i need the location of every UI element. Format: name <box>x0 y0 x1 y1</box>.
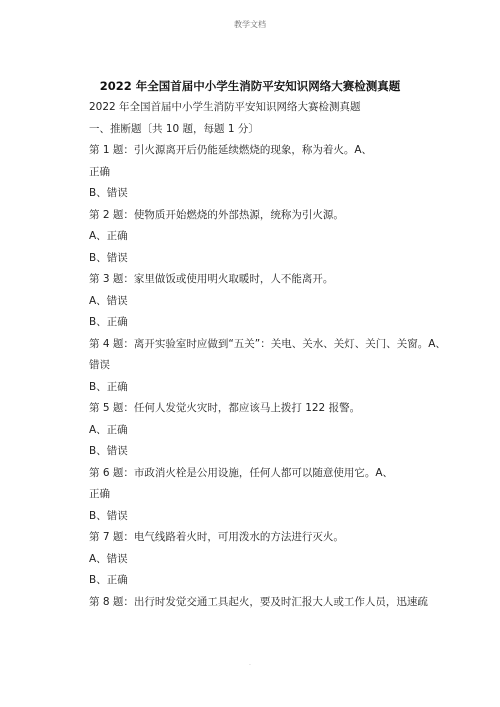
text-line: A、错误 <box>89 552 128 565</box>
text-line: 2022 年全国首届中小学生消防平安知识网络大赛检测真题 <box>89 101 361 113</box>
text-line: A、错误 <box>89 294 128 307</box>
text-line: 正确 <box>89 165 110 178</box>
text-line: 第 4 题：离开实验室时应做到“五关”：关电、关水、关灯、关门、关窗。A、 <box>89 337 446 350</box>
text-line: B、正确 <box>89 316 128 328</box>
text-line: 第 6 题：市政消火栓是公用设施，任何人都可以随意使用它。A、 <box>89 466 394 479</box>
text-line: 第 5 题：任何人发觉火灾时，都应该马上拨打 122 报警。 <box>89 402 361 414</box>
text-line: B、错误 <box>89 509 128 522</box>
text-line: 第 3 题：家里做饭或使用明火取暖时，人不能离开。 <box>89 273 334 285</box>
text-line: 第 7 题：电气线路着火时，可用泼水的方法进行灭火。 <box>89 531 344 543</box>
header-label: 教学文档 <box>234 20 266 29</box>
document-title: 2022 年全国首届中小学生消防平安知识网络大赛检测真题 <box>99 79 401 93</box>
text-line: 一、推断题〔共 10 题，每题 1 分〕 <box>89 122 259 135</box>
text-line: B、正确 <box>89 380 128 393</box>
text-line: B、错误 <box>89 445 128 457</box>
text-line: B、错误 <box>89 251 128 264</box>
text-line: 第 8 题：出行时发觉交通工具起火，要及时汇报大人或工作人员，迅速疏 <box>89 595 428 608</box>
text-line: A、正确 <box>89 230 128 242</box>
text-line: 第 1 题：引火源离开后仍能延续燃烧的现象，称为着火。A、 <box>89 144 373 156</box>
text-line: B、错误 <box>89 187 128 199</box>
text-line: B、正确 <box>89 574 128 586</box>
text-line: A、正确 <box>89 423 128 436</box>
text-line: 错误 <box>89 359 110 371</box>
text-line: 正确 <box>89 488 110 500</box>
document-body <box>89 97 451 613</box>
text-line: 第 2 题：使物质开始燃烧的外部热源，统称为引火源。 <box>89 208 344 221</box>
footer-mark: . <box>249 660 251 667</box>
